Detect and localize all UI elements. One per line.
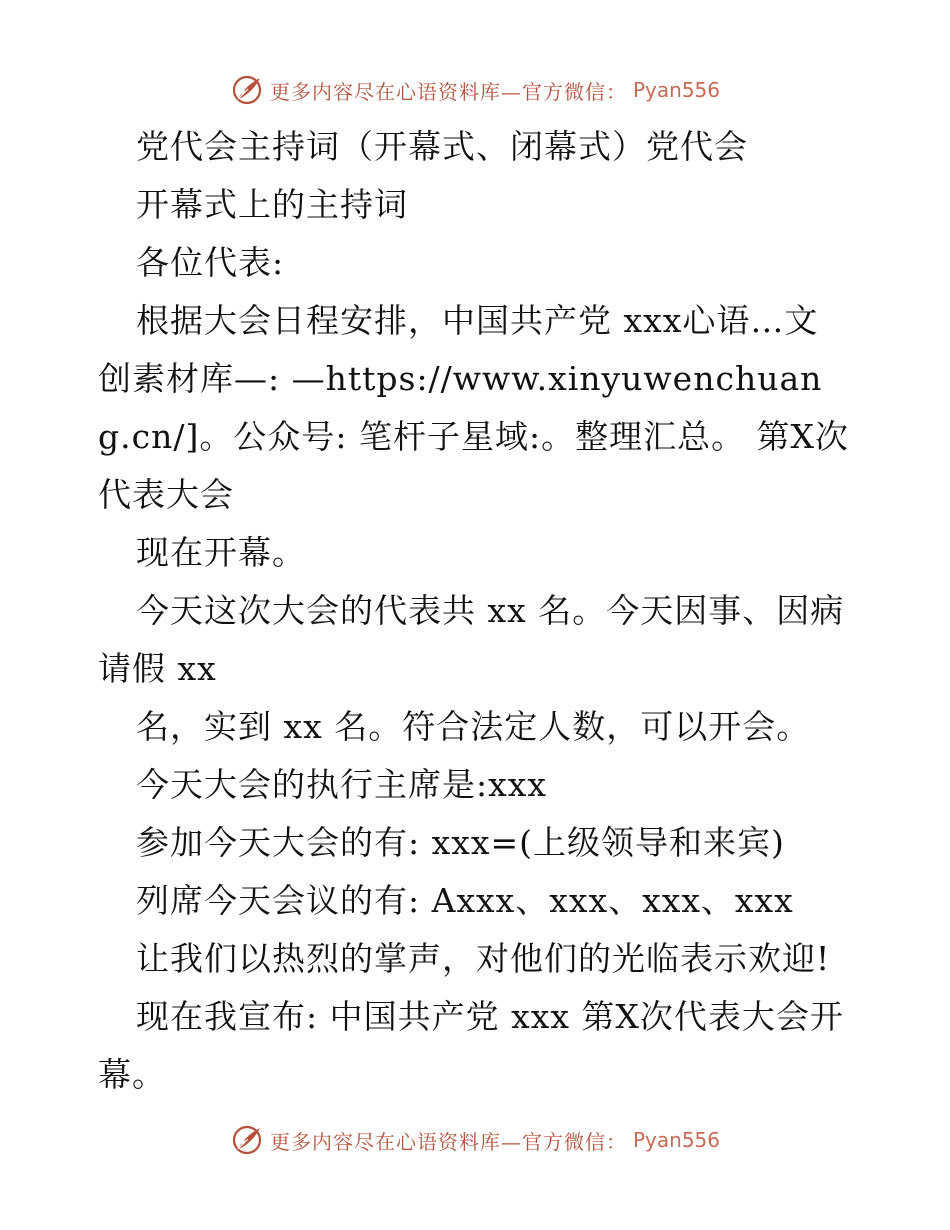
paragraph: 现在开幕。 (136, 533, 306, 572)
paragraph: 根据大会日程安排，中国共产党 xxx心语…文创素材库—: —https://www.xinyuwenchuang.cn/]。公众号: 笔杆子星域:。整理汇总。 第X次代表大会 (98, 301, 850, 514)
watermark-wechat-id: Pyan556 (632, 1128, 720, 1152)
paragraph: 让我们以热烈的掌声，对他们的光临表示欢迎! (136, 939, 831, 978)
header-watermark (0, 70, 950, 110)
watermark-text: 更多内容尽在心语资料库—官方微信： (269, 79, 627, 104)
paragraph: 列席今天会议的有: Axxx、xxx、xxx、xxx (136, 881, 794, 920)
doc-subtitle: 开幕式上的主持词 (136, 185, 408, 224)
salutation: 各位代表: (136, 243, 285, 282)
paragraph: 名，实到 xx 名。符合法定人数，可以开会。 (136, 707, 811, 746)
quill-pen-logo-icon (230, 1123, 264, 1157)
footer-watermark (0, 1120, 950, 1160)
paragraph: 现在我宣布: 中国共产党 xxx 第X次代表大会开幕。 (98, 997, 844, 1094)
paragraph: 今天大会的执行主席是:xxx (136, 765, 547, 804)
doc-title: 党代会主持词（开幕式、闭幕式）党代会 (136, 127, 748, 166)
watermark-wechat-id: Pyan556 (632, 78, 720, 102)
watermark-text: 更多内容尽在心语资料库—官方微信： (269, 1129, 627, 1154)
paragraph: 参加今天大会的有: xxx=(上级领导和来宾) (136, 823, 785, 862)
paragraph: 今天这次大会的代表共 xx 名。今天因事、因病请假 xx (98, 591, 845, 688)
quill-pen-logo-icon (230, 73, 264, 107)
document-body (98, 118, 850, 1104)
